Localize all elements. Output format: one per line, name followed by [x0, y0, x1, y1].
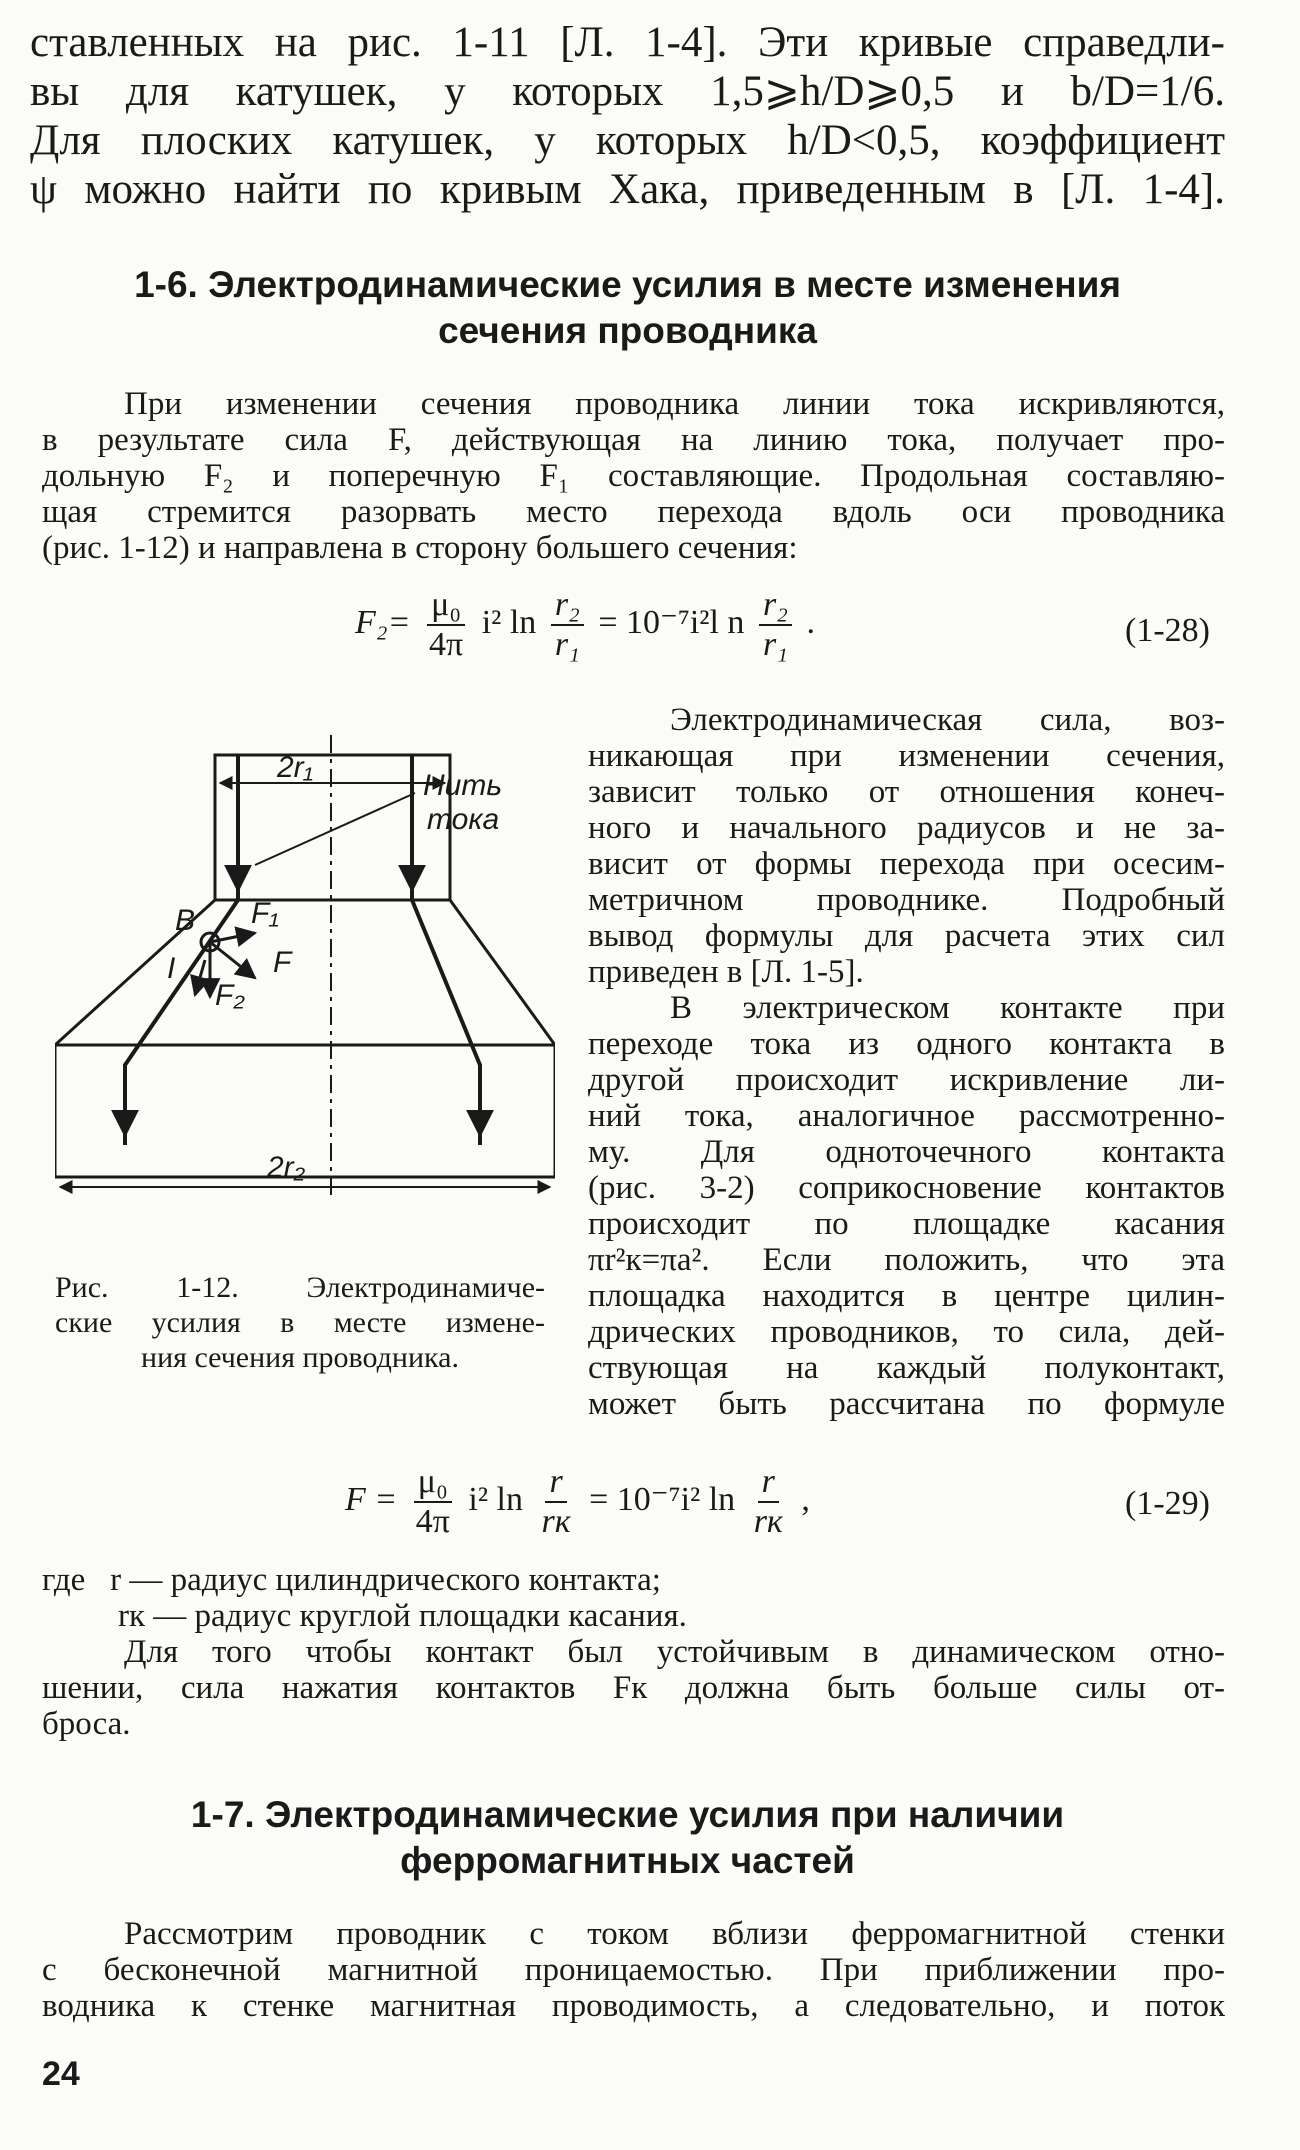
text-line: с бесконечной магнитной проницаемостью. При приближении про- [42, 1952, 1225, 1988]
figure-caption [55, 1270, 545, 1375]
text-line: ний тока, аналогичное рассмотренно- [588, 1098, 1225, 1134]
label-f1: F₁ [251, 897, 279, 930]
fraction-numerator: r [545, 1463, 566, 1503]
heading-line: ферромагнитных частей [400, 1840, 855, 1881]
text-line: никающая при изменении сечения, [588, 738, 1225, 774]
heading-line: 1-7. Электродинамические усилия при наличии [190, 1794, 1065, 1835]
text-line: висит от формы перехода при осесим- [588, 846, 1225, 882]
text-line: Рассмотрим проводник с током вблизи ферромагнитной стенки [124, 1916, 1225, 1952]
formula-end: , [801, 1480, 810, 1518]
text-line: му. Для одноточечного контакта [588, 1134, 1225, 1170]
text-line: При изменении сечения проводника линии тока искривляются, [124, 386, 1225, 422]
text-line: вы для катушек, у которых 1,5⩾h/D⩾0,5 и b/D=1/6. [30, 68, 1225, 115]
heading-line: сечения проводника [438, 310, 817, 351]
fraction-denominator: r₁ [762, 626, 788, 663]
fraction-numerator: r [758, 1463, 779, 1503]
leader-line [255, 793, 415, 865]
text-line: ствующая на каждый полуконтакт, [588, 1350, 1225, 1386]
text-line: Для того чтобы контакт был устойчивым в динамическом отно- [124, 1634, 1225, 1670]
text-line: приведен в [Л. 1-5]. [588, 954, 864, 990]
text-line: ставленных на рис. 1-11 [Л. 1-4]. Эти кривые справедли- [30, 19, 1225, 66]
text-line: может быть рассчитана по формуле [588, 1386, 1225, 1422]
label-2r2: 2r₂ [267, 1151, 306, 1184]
text-line: площадка находится в центре цилин- [588, 1278, 1225, 1314]
formula-end: . [806, 603, 815, 641]
text-line: (рис. 3-2) соприкосновение контактов [588, 1170, 1225, 1206]
fraction [551, 586, 584, 664]
caption-line: ские усилия в месте измене- [55, 1306, 545, 1339]
paragraph-end [42, 1634, 1225, 1742]
text-line: вывод формулы для расчета этих сил [588, 918, 1225, 954]
text-line: В электрическом контакте при [670, 990, 1225, 1026]
label-current-thread-2: тока [427, 803, 500, 836]
formula-lhs: F₂= [355, 603, 411, 641]
label-b: B [175, 904, 196, 937]
text-line: происходит по площадке касания [588, 1206, 1225, 1242]
caption-line: Рис. 1-12. Электродинамиче- [55, 1271, 545, 1304]
text-line: Электродинамическая сила, воз- [670, 702, 1225, 738]
section-heading-1-6 [30, 262, 1225, 354]
label-i: I [167, 952, 176, 985]
text-line: шении, сила нажатия контактов Fк должна быть больше силы от- [42, 1670, 1225, 1706]
text-line: щая стремится разорвать место перехода вдоль оси проводника [42, 494, 1225, 530]
heading-line: 1-6. Электродинамические усилия в месте изменения [134, 264, 1121, 305]
formula-term: = 10⁻⁷i²l n [598, 603, 745, 641]
text-line: Для плоских катушек, у которых h/D<0,5, коэффициент [30, 117, 1225, 164]
transition-outline [55, 900, 555, 1045]
formula-1-29 [345, 1463, 810, 1541]
text-line: ψ можно найти по кривым Хака, приведенным в [Л. 1-4]. [30, 166, 1225, 213]
fraction-denominator: 4π [415, 1503, 450, 1540]
formula-term: i² ln [468, 1480, 523, 1518]
label-2r1: 2r₁ [277, 751, 314, 784]
fraction [759, 586, 792, 664]
top-paragraph [30, 18, 1225, 214]
where-line-2: rк — радиус круглой площадки касания. [118, 1598, 687, 1634]
page-number: 24 [42, 2055, 80, 2093]
where-line-1: где r — радиус цилиндрического контакта; [42, 1562, 661, 1598]
fraction-denominator: rк [753, 1503, 783, 1540]
paragraph-1-7 [42, 1916, 1225, 2024]
force-f [210, 942, 255, 978]
fraction [425, 586, 467, 664]
fraction-numerator: r₂ [551, 586, 584, 626]
text-line: броса. [42, 1706, 131, 1742]
formula-term: = 10⁻⁷i² ln [589, 1480, 736, 1518]
narrow-conductor [215, 755, 450, 900]
text-line: ного и начального радиусов и не за- [588, 810, 1225, 846]
label-f2: F₂ [215, 979, 245, 1012]
label-current-thread-1: Нить [423, 769, 503, 802]
text-line: в результате сила F, действующая на линию тока, получает про- [42, 422, 1225, 458]
fraction [412, 1463, 454, 1541]
paragraph-1 [42, 386, 1225, 566]
equation-number-1-29: (1-29) [1125, 1485, 1210, 1522]
text-line: дрических проводников, то сила, дей- [588, 1314, 1225, 1350]
side-column [588, 702, 1225, 1422]
formula-term: i² ln [481, 603, 537, 641]
text-line: πr²к=πa². Если положить, что эта [588, 1242, 1225, 1278]
text-line: переходе тока из одного контакта в [588, 1026, 1225, 1062]
fraction-numerator: μ₀ [414, 1463, 452, 1503]
text-line: другой происходит искривление ли- [588, 1062, 1225, 1098]
equation-number-1-28: (1-28) [1125, 612, 1210, 649]
formula-1-28 [355, 586, 815, 664]
fraction-numerator: r₂ [759, 586, 792, 626]
fraction [537, 1463, 574, 1541]
fraction [750, 1463, 787, 1541]
fraction-numerator: μ₀ [427, 586, 465, 626]
current-i-arrow [195, 960, 205, 995]
fraction-denominator: r₁ [554, 626, 580, 663]
text-line: водника к стенке магнитная проводимость, а следовательно, и поток [42, 1988, 1225, 2024]
fraction-denominator: rк [541, 1503, 571, 1540]
figure-1-12 [55, 735, 555, 1215]
caption-line: ния сечения проводника. [141, 1341, 459, 1374]
fraction-denominator: 4π [429, 626, 464, 663]
section-heading-1-7 [30, 1792, 1225, 1884]
text-line: дольную F₂ и поперечную F₁ составляющие. Продольная составляю- [42, 458, 1225, 494]
text-line: зависит только от отношения конеч- [588, 774, 1225, 810]
text-line: метричном проводнике. Подробный [588, 882, 1225, 918]
formula-lhs: F = [345, 1480, 398, 1518]
text-line: (рис. 1-12) и направлена в сторону большего сечения: [42, 530, 798, 566]
label-f: F [273, 946, 292, 979]
